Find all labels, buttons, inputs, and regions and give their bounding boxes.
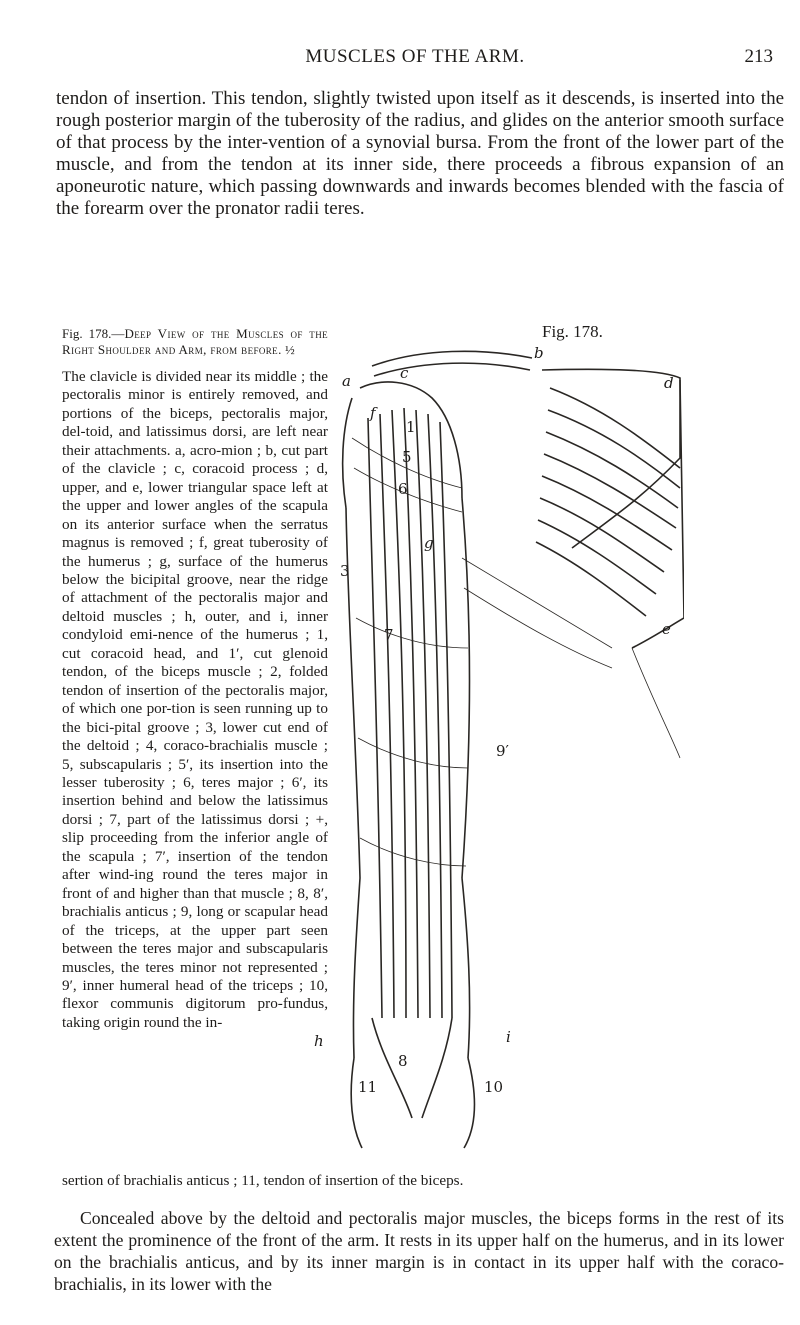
figure-letter-i: i	[506, 1028, 511, 1046]
figure-number-7: 7	[384, 626, 394, 644]
intro-paragraph: tendon of insertion. This tendon, slightly twisted upon itself as it descends, is inserted into the rough posterior margin of the tuberosity of the radius, and glides on the anterior smooth surface of that process by the inter-vention of a synovial bursa. From the front of the lower part of the muscle, and from the tendon at its inner side, there proceeds a fibrous expansion of an aponeurotic nature, which passing downwards and inwards becomes blended with the fascia of the forearm over the pronator radii teres.	[56, 88, 784, 219]
figure-letter-f: f	[370, 404, 376, 422]
page-header	[0, 46, 800, 76]
caption-last-line: sertion of brachialis anticus ; 11, tendon of insertion of the biceps.	[62, 1172, 464, 1189]
figure-letter-a: a	[342, 372, 351, 390]
figure-letter-b: b	[534, 344, 544, 362]
figure-number-6: 6	[398, 480, 408, 498]
caption-title	[62, 326, 328, 358]
figure-letter-e: e	[662, 620, 671, 638]
caption-heading: Deep View of the Muscles of the Right Shoulder and Arm, from before.	[62, 326, 328, 357]
figure-letter-h: h	[314, 1032, 324, 1050]
running-head: MUSCLES OF THE ARM.	[305, 46, 525, 67]
figure-caption	[62, 326, 328, 1032]
figure-label: Fig. 178.	[542, 322, 603, 341]
figure-number-1: 1	[406, 418, 416, 436]
caption-fig-ref: Fig. 178.—	[62, 326, 125, 341]
figure-number-3: 3	[340, 562, 350, 580]
figure-number-5: 5	[402, 448, 412, 466]
concluding-paragraph: Concealed above by the deltoid and pectoralis major muscles, the biceps forms in the rest of its extent the prominence of the front of the arm. It rests in its upper half on the humerus, and in its lower on the brachialis anticus, and by its inner margin is in contact in its upper half with the coraco-brachialis, in its lower with the	[54, 1208, 784, 1294]
figure-letter-d: d	[664, 374, 674, 392]
figure-number-8: 8	[398, 1052, 408, 1070]
page-number: 213	[744, 46, 773, 67]
caption-body: The clavicle is divided near its middle ; the pectoralis minor is entirely removed, and portions of the biceps, pectoralis major, del-toid, and latissimus dorsi, are left near their attachments. a, acro-mion ; b, cut part of the clavicle ; c, coracoid process ; d, upper, and e, lower triangular space left at the upper and lower angles of the scapula on its anterior surface when the serratus magnus is removed ; f, great tuberosity of the humerus ; g, surface of the humerus below the bicipital groove, near the ridge of attachment of the pectoralis major and deltoid muscles ; h, outer, and i, inner condyloid emi-nence of the humerus ; 1, cut coracoid head, and 1′, cut glenoid tendon, of the biceps muscle ; 2, folded tendon of insertion of the pectoralis major, of which one por-tion is seen running up to the bici-pital groove ; 3, lower cut end of the deltoid ; 4, coraco-brachialis muscle ; 5, subscapularis ; 5′, its insertion into the lesser tuberosity ; 6, teres major ; 6′, its insertion behind and below the latissimus dorsi ; 7, part of the latissimus dorsi ; +, slip proceeding from the inferior angle of the scapula ; 7′, insertion of the tendon after wind-ing round the teres major in front of and higher than that muscle ; 8, 8′, brachialis anticus ; 9, long or scapular head of the triceps, at the upper part seen between the teres major and subscapularis muscles, the teres minor not represented ; 9′, inner humeral head of the triceps ; 10, flexor communis digitorum pro-fundus, taking origin round the in-	[62, 368, 328, 1031]
caption-scale: ½	[284, 342, 295, 357]
figure-number-10: 10	[484, 1078, 504, 1096]
figure-letter-g: g	[424, 534, 434, 552]
figure-number-11: 11	[358, 1078, 378, 1096]
figure-letter-c: c	[400, 364, 409, 382]
figure-number-9prime: 9′	[496, 742, 509, 760]
